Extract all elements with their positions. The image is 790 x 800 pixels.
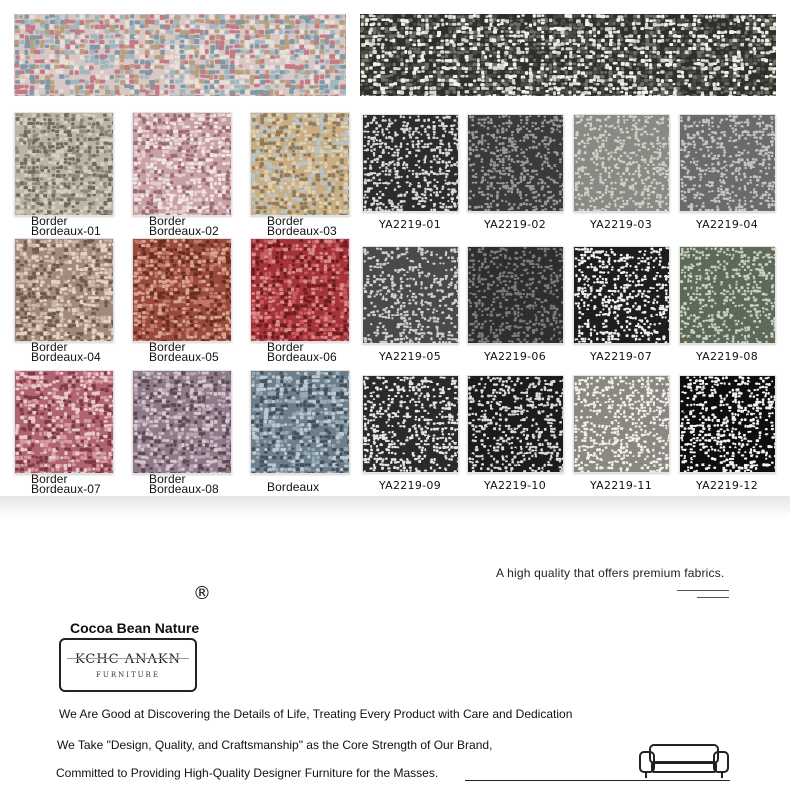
- section-divider-shadow: [0, 496, 790, 518]
- swatch-label-line2: Bordeaux-04: [31, 352, 101, 362]
- swatch-label-line1: Border: [31, 216, 101, 226]
- sofa-icon: [638, 742, 730, 780]
- swatch-code-label: YA2219-11: [568, 479, 674, 492]
- fabric-swatch: [132, 370, 232, 474]
- swatch-label: [31, 474, 101, 494]
- swatch-label: [149, 342, 219, 362]
- swatch-label-line1: Border: [267, 216, 337, 226]
- swatch-label: [267, 216, 337, 236]
- tagline: A high quality that offers premium fabrics.: [496, 566, 725, 580]
- statement-1: We Are Good at Discovering the Details of Life, Treating Every Product with Care and Dedication: [59, 707, 572, 721]
- fabric-swatch: [362, 375, 459, 473]
- logo-sub-text: FURNITURE: [67, 671, 189, 679]
- swatch-label-line1: Border: [31, 342, 101, 352]
- swatch-label-line2: Bordeaux-03: [267, 226, 337, 236]
- swatch-label-line2: Bordeaux: [267, 482, 319, 492]
- swatch-label-line1: Border: [149, 474, 219, 484]
- swatch-code-label: YA2219-12: [674, 479, 780, 492]
- logo-rule: [67, 658, 189, 659]
- fabric-swatch: [362, 114, 459, 212]
- fabric-swatch: [467, 114, 564, 212]
- swatch-label-line2: Bordeaux-07: [31, 484, 101, 494]
- swatch-label: [149, 474, 219, 494]
- fabric-swatch: [132, 112, 232, 216]
- fabric-swatch: [679, 246, 776, 344]
- fabric-swatch: [573, 246, 670, 344]
- logo-main-text: KCHC ΛNΛKN: [67, 652, 189, 667]
- fabric-swatch: [573, 114, 670, 212]
- swatch-label-line1: Border: [149, 342, 219, 352]
- swatch-code-label: YA2219-07: [568, 350, 674, 363]
- swatch-code-label: YA2219-09: [357, 479, 463, 492]
- swatch-label-line2: Bordeaux-05: [149, 352, 219, 362]
- fabric-swatch: [362, 246, 459, 344]
- swatch-label-line2: Bordeaux-06: [267, 352, 337, 362]
- fabric-swatch: [467, 246, 564, 344]
- hero-fabric-left: [14, 14, 346, 96]
- tagline-rule-1: [677, 590, 729, 591]
- swatch-code-label: YA2219-02: [462, 218, 568, 231]
- fabric-swatch: [14, 112, 114, 216]
- statement-2: We Take "Design, Quality, and Craftsmanship" as the Core Strength of Our Brand,: [57, 738, 492, 752]
- swatch-label: [267, 342, 337, 362]
- swatch-code-label: YA2219-01: [357, 218, 463, 231]
- swatch-code-label: YA2219-04: [674, 218, 780, 231]
- swatch-label-line1: Border: [31, 474, 101, 484]
- swatch-label-line2: Bordeaux-01: [31, 226, 101, 236]
- swatch-label: [31, 216, 101, 236]
- fabric-swatch: [467, 375, 564, 473]
- fabric-swatch: [14, 238, 114, 342]
- swatch-label-line1: Border: [267, 342, 337, 352]
- brand-name: Cocoa Bean Nature: [70, 620, 199, 636]
- swatch-code-label: YA2219-03: [568, 218, 674, 231]
- fabric-swatch: [250, 238, 350, 342]
- fabric-swatch: [679, 375, 776, 473]
- statement-3: Committed to Providing High-Quality Designer Furniture for the Masses.: [56, 766, 438, 780]
- swatch-code-label: YA2219-05: [357, 350, 463, 363]
- swatch-code-label: YA2219-06: [462, 350, 568, 363]
- tagline-rule-2: [697, 597, 729, 598]
- fabric-swatch: [132, 238, 232, 342]
- swatch-label-line2: Bordeaux-08: [149, 484, 219, 494]
- fabric-swatch: [250, 370, 350, 474]
- brand-logo: [59, 638, 197, 692]
- hero-fabric-right: [360, 14, 776, 96]
- fabric-swatch: [679, 114, 776, 212]
- swatch-label: [149, 216, 219, 236]
- fabric-swatch: [250, 112, 350, 216]
- swatch-label-line2: Bordeaux-02: [149, 226, 219, 236]
- fabric-swatch: [573, 375, 670, 473]
- statement-rule: [465, 780, 730, 781]
- swatch-code-label: YA2219-08: [674, 350, 780, 363]
- swatch-label: [267, 482, 319, 492]
- swatch-label: [31, 342, 101, 362]
- fabric-swatch: [14, 370, 114, 474]
- registered-mark: ®: [193, 583, 211, 604]
- swatch-code-label: YA2219-10: [462, 479, 568, 492]
- swatch-label-line1: Border: [149, 216, 219, 226]
